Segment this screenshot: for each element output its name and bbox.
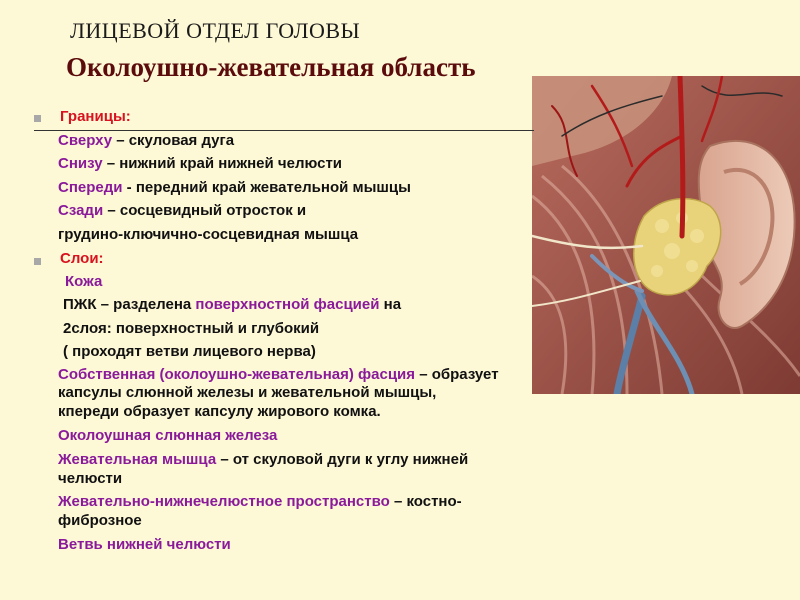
- layer-fascia: Собственная (околоушно-жевательная) фасция – образует: [58, 366, 499, 383]
- layer-mandible: Ветвь нижней челюсти: [58, 536, 231, 553]
- layer-skin: Кожа: [65, 273, 103, 290]
- layer-fat-3: ( проходят ветви лицевого нерва): [63, 343, 316, 360]
- layer-space-2: фиброзное: [58, 512, 142, 529]
- border-top: Сверху – скуловая дуга: [58, 132, 235, 149]
- bullet-icon: [34, 115, 41, 122]
- layer-fascia-3: кпереди образует капсулу жирового комка.: [58, 403, 381, 420]
- layer-fat-2: 2слоя: поверхностный и глубокий: [63, 320, 320, 337]
- anatomy-illustration-icon: [532, 76, 800, 394]
- layers-heading: Слои:: [60, 250, 104, 267]
- slide-title: ЛИЦЕВОЙ ОТДЕЛ ГОЛОВЫ: [70, 18, 361, 43]
- border-back: Сзади – сосцевидный отросток и: [58, 202, 307, 219]
- divider-line: [34, 130, 534, 131]
- layer-muscle: Жевательная мышца – от скуловой дуги к углу нижней: [58, 451, 469, 468]
- border-bottom: Снизу – нижний край нижней челюсти: [58, 155, 343, 172]
- bullet-icon: [34, 258, 41, 265]
- layer-muscle-2: челюсти: [58, 470, 123, 487]
- borders-heading: Границы:: [60, 108, 131, 125]
- layer-fat: ПЖК – разделена поверхностной фасцией на: [63, 296, 402, 313]
- layer-fascia-2: капсулы слюнной железы и жевательной мышцы,: [58, 384, 437, 401]
- border-back-2: грудино-ключично-сосцевидная мышца: [58, 226, 359, 243]
- border-front: Спереди - передний край жевательной мышцы: [58, 179, 411, 196]
- layer-gland: Околоушная слюнная железа: [58, 427, 278, 444]
- slide-subtitle: Околоушно-жевательная область: [66, 52, 476, 82]
- layer-space: Жевательно-нижнечелюстное пространство – костно-: [58, 493, 462, 510]
